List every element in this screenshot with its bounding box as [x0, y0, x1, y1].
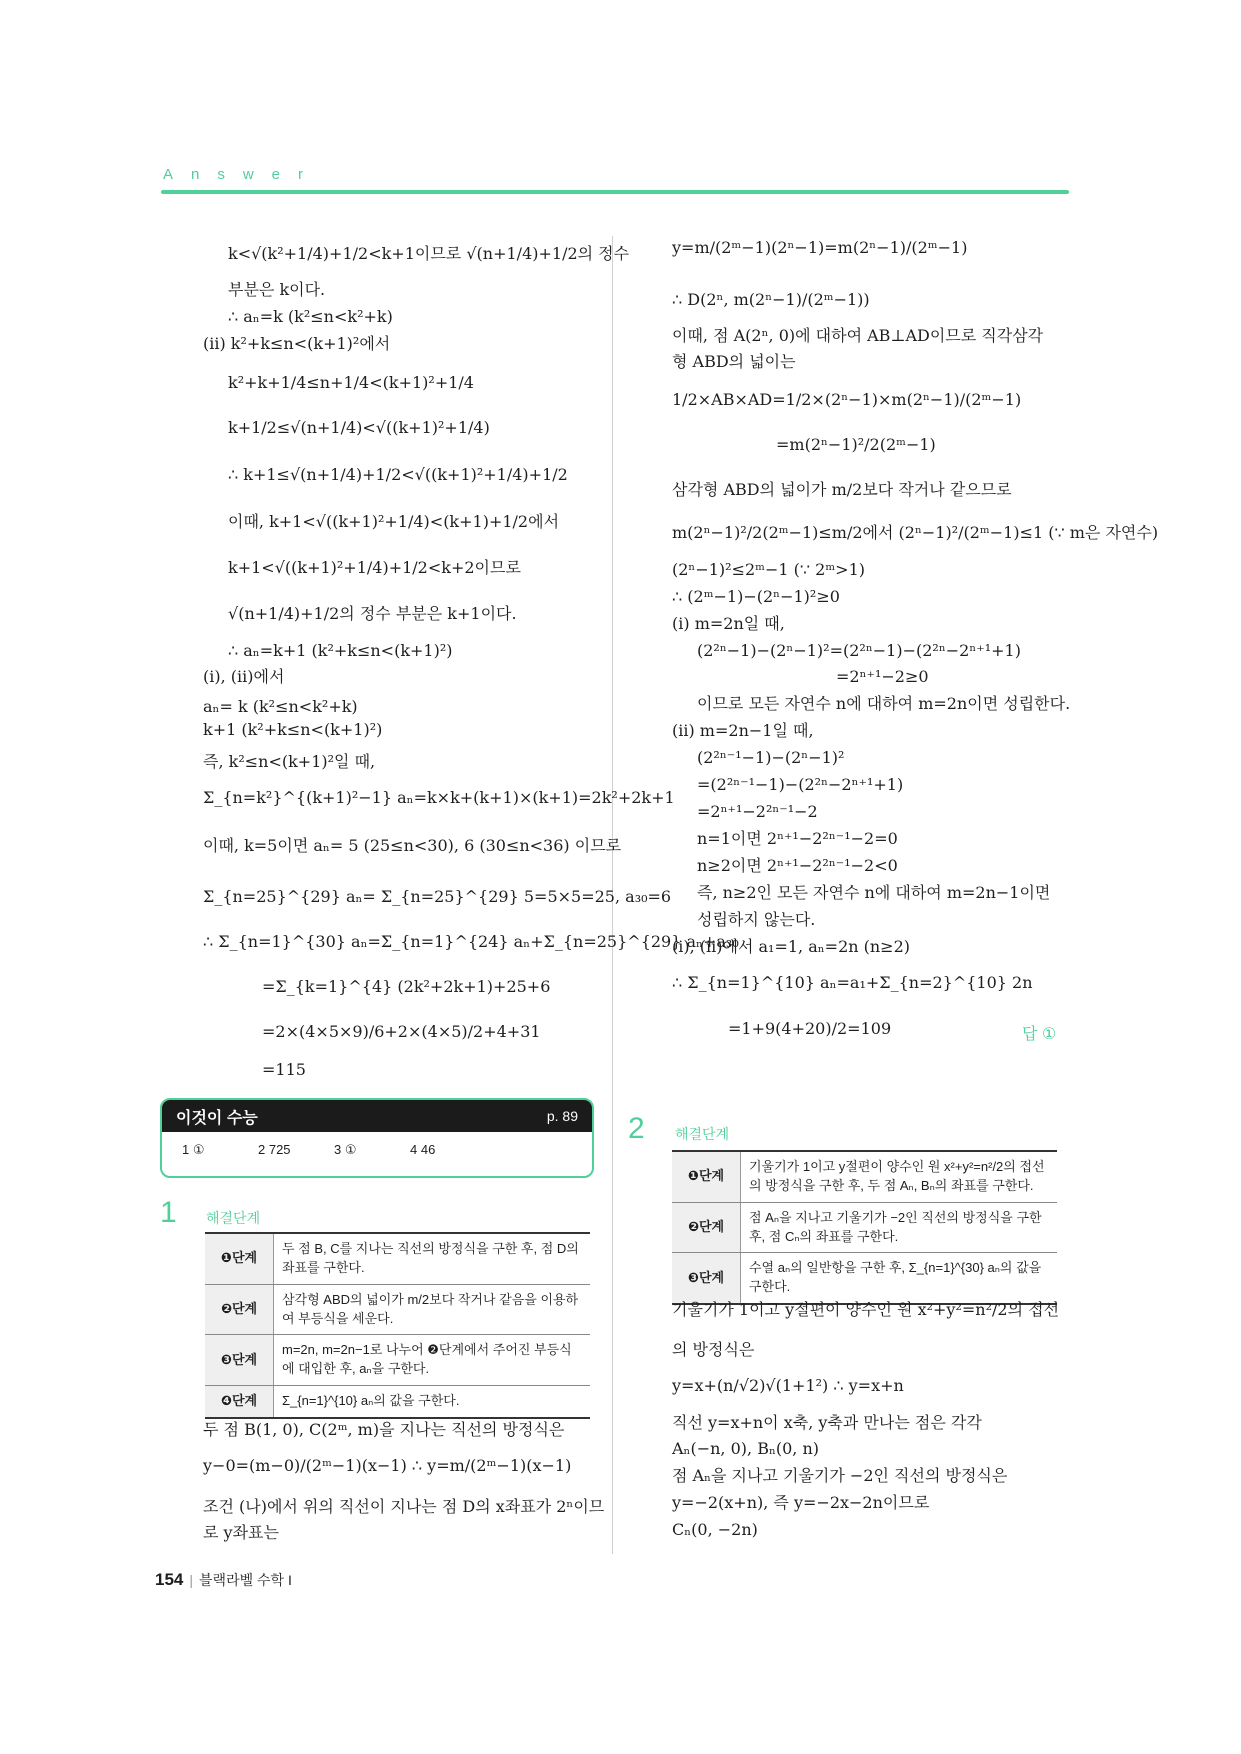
problem2-line: Cₙ(0, −2n): [672, 1520, 758, 1539]
problem1-line: 로 y좌표는: [203, 1523, 279, 1542]
left-line: k+1/2≤√(n+1/4)<√((k+1)²+1/4): [228, 418, 490, 437]
problem1-line: 두 점 B(1, 0), C(2ᵐ, m)을 지나는 직선의 방정식은: [203, 1420, 565, 1439]
problem2-line: 의 방정식은: [672, 1340, 755, 1359]
step-text: m=2n, m=2n−1로 나누어 ❷단계에서 주어진 부등식에 대입한 후, aₙ을 구한다.: [274, 1335, 591, 1386]
book-title: 블랙라벨 수학 I: [199, 1572, 292, 1588]
left-line: ∴ Σ_{n=1}^{30} aₙ=Σ_{n=1}^{24} aₙ+Σ_{n=25}^{29} aₙ+a₃₀: [203, 932, 739, 951]
left-line: k+1<√((k+1)²+1/4)+1/2<k+2이므로: [228, 558, 521, 577]
step-text: 수열 aₙ의 일반항을 구한 후, Σ_{n=1}^{30} aₙ의 값을 구한다.: [741, 1253, 1058, 1304]
problem2-line: y=−2(x+n), 즉 y=−2x−2n이므로: [672, 1493, 930, 1512]
left-line: 즉, k²≤n<(k+1)²일 때,: [203, 752, 376, 771]
left-line: 부분은 k이다.: [228, 280, 326, 299]
right-line: 이므로 모든 자연수 n에 대하여 m=2n이면 성립한다.: [697, 694, 1071, 713]
left-line: (ii) k²+k≤n<(k+1)²에서: [203, 334, 391, 353]
problem2-line: 점 Aₙ을 지나고 기울기가 −2인 직선의 방정식은: [672, 1466, 1008, 1485]
right-line: 성립하지 않는다.: [697, 910, 816, 929]
right-line: (2²ⁿ⁻¹−1)−(2ⁿ−1)²: [697, 748, 845, 767]
problem2-line: Aₙ(−n, 0), Bₙ(0, n): [672, 1439, 820, 1458]
step-label: ❷단계: [672, 1202, 741, 1253]
right-line: 삼각형 ABD의 넓이가 m/2보다 작거나 같으므로: [672, 480, 1012, 499]
step-text: 삼각형 ABD의 넓이가 m/2보다 작거나 같음을 이용하여 부등식을 세운다.: [274, 1284, 591, 1335]
right-line: ∴ Σ_{n=1}^{10} aₙ=a₁+Σ_{n=2}^{10} 2n: [672, 973, 1033, 992]
summary-answer: 1 ①: [182, 1142, 205, 1157]
left-line: k²+k+1/4≤n+1/4<(k+1)²+1/4: [228, 373, 474, 392]
left-line: ∴ aₙ=k+1 (k²+k≤n<(k+1)²): [228, 641, 453, 660]
page-footer: [155, 1570, 292, 1590]
left-line: 이때, k+1<√((k+1)²+1/4)<(k+1)+1/2에서: [228, 512, 560, 531]
right-line: =(2²ⁿ⁻¹−1)−(2²ⁿ−2ⁿ⁺¹+1): [697, 775, 904, 794]
summary-answer: 2 725: [258, 1142, 291, 1157]
left-line: Σ_{n=k²}^{(k+1)²−1} aₙ=k×k+(k+1)×(k+1)=2k²+2k+1: [203, 788, 675, 807]
problem2-line: 기울기가 1이고 y절편이 양수인 원 x²+y²=n²/2의 접선: [672, 1300, 1060, 1319]
right-line: m(2ⁿ−1)²/2(2ᵐ−1)≤m/2에서 (2ⁿ−1)²/(2ᵐ−1)≤1 (∵ m은 자연수): [672, 523, 1159, 542]
steps-label: 해결단계: [206, 1210, 261, 1226]
steps-table: [205, 1232, 590, 1419]
steps-label: 해결단계: [675, 1126, 730, 1142]
step-label: ❶단계: [205, 1233, 274, 1284]
left-line: (i), (ii)에서: [203, 667, 285, 686]
steps-table: [672, 1150, 1057, 1305]
summary-answer: 4 46: [410, 1142, 436, 1157]
step-row: [672, 1253, 1057, 1304]
right-line: n≥2이면 2ⁿ⁺¹−2²ⁿ⁻¹−2<0: [697, 856, 898, 875]
right-line: =1+9(4+20)/2=109: [728, 1019, 892, 1038]
left-line: =Σ_{k=1}^{4} (2k²+2k+1)+25+6: [262, 977, 551, 996]
right-line: n=1이면 2ⁿ⁺¹−2²ⁿ⁻¹−2=0: [697, 829, 898, 848]
right-line: ∴ D(2ⁿ, m(2ⁿ−1)/(2ᵐ−1)): [672, 290, 870, 309]
right-line: 1/2×AB×AD=1/2×(2ⁿ−1)×m(2ⁿ−1)/(2ᵐ−1): [672, 390, 1022, 409]
summary-answers: [162, 1132, 592, 1168]
right-line: (2²ⁿ−1)−(2ⁿ−1)²=(2²ⁿ−1)−(2²ⁿ−2ⁿ⁺¹+1): [697, 641, 1021, 660]
summary-title: 이것이 수능: [176, 1109, 258, 1127]
right-line: ∴ (2ᵐ−1)−(2ⁿ−1)²≥0: [672, 587, 840, 606]
right-line: (2ⁿ−1)²≤2ᵐ−1 (∵ 2ᵐ>1): [672, 560, 865, 579]
right-line: 형 ABD의 넓이는: [672, 352, 796, 371]
step-row: [672, 1202, 1057, 1253]
answer-mark: 답 ①: [1022, 1026, 1057, 1043]
left-line: √(n+1/4)+1/2의 정수 부분은 k+1이다.: [228, 604, 517, 623]
summary-box: [160, 1098, 594, 1178]
left-line: 이때, k=5이면 aₙ= 5 (25≤n<30), 6 (30≤n<36) 이므로: [203, 836, 622, 855]
step-label: ❷단계: [205, 1284, 274, 1335]
right-line: (i) m=2n일 때,: [672, 614, 785, 633]
step-text: 점 Aₙ을 지나고 기울기가 −2인 직선의 방정식을 구한 후, 점 Cₙ의 좌표를 구한다.: [741, 1202, 1058, 1253]
step-row: [205, 1386, 590, 1418]
step-text: Σ_{n=1}^{10} aₙ의 값을 구한다.: [274, 1386, 591, 1418]
left-line: ∴ aₙ=k (k²≤n<k²+k): [228, 307, 393, 326]
problem1-line: 조건 (나)에서 위의 직선이 지나는 점 D의 x좌표가 2ⁿ이므: [203, 1497, 605, 1516]
left-line: k<√(k²+1/4)+1/2<k+1이므로 √(n+1/4)+1/2의 정수: [228, 244, 630, 263]
left-line: Σ_{n=25}^{29} aₙ= Σ_{n=25}^{29} 5=5×5=25, a₃₀=6: [203, 887, 672, 906]
footer-separator: |: [189, 1572, 194, 1588]
step-row: [205, 1284, 590, 1335]
step-row: [672, 1151, 1057, 1202]
step-text: 두 점 B, C를 지나는 직선의 방정식을 구한 후, 점 D의 좌표를 구한다.: [274, 1233, 591, 1284]
left-line: aₙ= k (k²≤n<k²+k): [203, 697, 358, 716]
right-line: 이때, 점 A(2ⁿ, 0)에 대하여 AB⊥AD이므로 직각삼각: [672, 326, 1044, 345]
problem-number: 2: [628, 1112, 645, 1145]
right-line: =2ⁿ⁺¹−2²ⁿ⁻¹−2: [697, 802, 818, 821]
summary-answer: 3 ①: [334, 1142, 357, 1157]
step-row: [205, 1335, 590, 1386]
right-line: y=m/(2ᵐ−1)(2ⁿ−1)=m(2ⁿ−1)/(2ᵐ−1): [672, 238, 968, 257]
right-line: 즉, n≥2인 모든 자연수 n에 대하여 m=2n−1이면: [697, 883, 1051, 902]
step-text: 기울기가 1이고 y절편이 양수인 원 x²+y²=n²/2의 접선의 방정식을 구한 후, 두 점 Aₙ, Bₙ의 좌표를 구한다.: [741, 1151, 1058, 1202]
problem-number: 1: [160, 1196, 177, 1229]
page-number: 154: [155, 1570, 184, 1589]
step-label: ❸단계: [205, 1335, 274, 1386]
step-row: [205, 1233, 590, 1284]
problem1-line: y−0=(m−0)/(2ᵐ−1)(x−1) ∴ y=m/(2ᵐ−1)(x−1): [203, 1456, 572, 1475]
left-line: =115: [262, 1060, 306, 1079]
step-label: ❶단계: [672, 1151, 741, 1202]
right-line: (ii) m=2n−1일 때,: [672, 721, 814, 740]
left-line: ∴ k+1≤√(n+1/4)+1/2<√((k+1)²+1/4)+1/2: [228, 465, 568, 484]
left-line: k+1 (k²+k≤n<(k+1)²): [203, 720, 383, 739]
left-line: =2×(4×5×9)/6+2×(4×5)/2+4+31: [262, 1022, 541, 1041]
problem2-line: 직선 y=x+n이 x축, y축과 만나는 점은 각각: [672, 1413, 982, 1432]
right-line: =m(2ⁿ−1)²/2(2ᵐ−1): [776, 435, 936, 454]
right-line: (i), (ii)에서 a₁=1, aₙ=2n (n≥2): [672, 937, 911, 956]
step-label: ❹단계: [205, 1386, 274, 1418]
step-label: ❸단계: [672, 1253, 741, 1304]
summary-page: p. 89: [546, 1108, 578, 1124]
problem2-line: y=x+(n/√2)√(1+1²) ∴ y=x+n: [672, 1376, 904, 1395]
header-rule: [161, 190, 1069, 194]
right-line: =2ⁿ⁺¹−2≥0: [836, 667, 929, 686]
summary-header: [162, 1100, 592, 1132]
section-label: Answer: [163, 166, 322, 183]
